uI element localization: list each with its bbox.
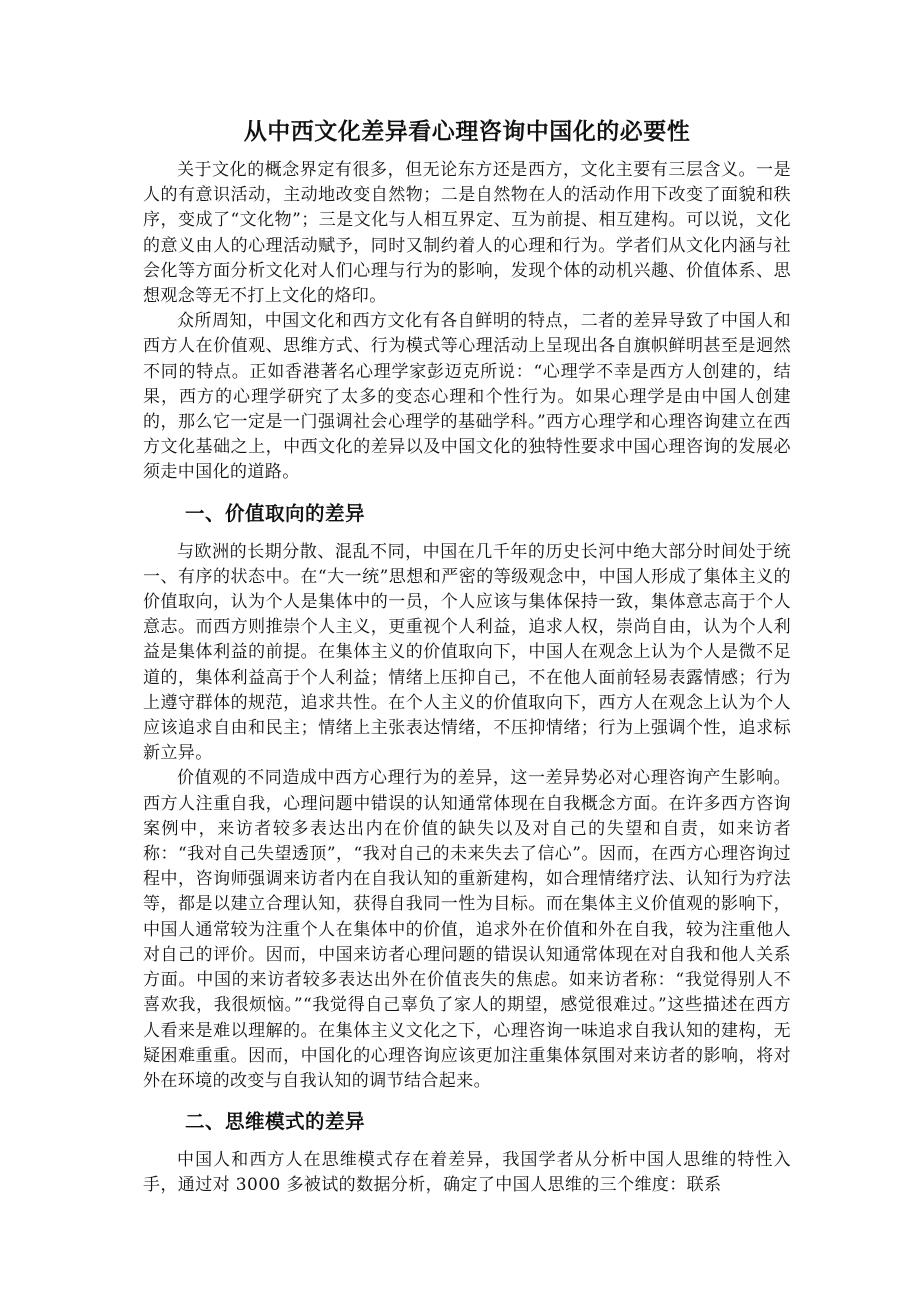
- document-title: 从中西文化差异看心理咨询中国化的必要性: [243, 119, 691, 145]
- section1-paragraph-2: 价值观的不同造成中西方心理行为的差异，这一差异势必对心理咨询产生影响。西方人注重自我，心理问题中错误的认知通常体现在自我概念方面。在许多西方咨询案例中，来访者较多表达出内在价值的缺失以及对自己的失望和自责，如来访者称：“我对自己失望透顶”，“我对自己的未来失去了信心”。因而，在西方心理咨询过程中，咨询师强调来访者内在自我认知的重新建构，如合理情绪疗法、认知行为疗法等，都是以建立合理认知，获得自我同一性为目标。而在集体主义价值观的影响下，中国人通常较为注重个人在集体中的价值，追求外在价值和外在自我，较为注重他人对自己的评价。因而，中国来访者心理问题的错误认知通常体现在对自我和他人关系方面。中国的来访者较多表达出外在价值丧失的焦虑。如来访者称：“我觉得别人不喜欢我，我很烦恼。”“我觉得自己辜负了家人的期望，感觉很难过。”这些描述在西方人看来是难以理解的。在集体主义文化之下，心理咨询一味追求自我认知的建构，无疑困难重重。因而，中国化的心理咨询应该更加注重集体氛围对来访者的影响，将对外在环境的改变与自我认知的调节结合起来。: [143, 768, 791, 1091]
- section2-paragraph-1: 中国人和西方人在思维模式存在着差异，我国学者从分析中国人思维的特性入手，通过对 3000 多被试的数据分析，确定了中国人思维的三个维度：联系: [143, 1150, 791, 1196]
- intro-paragraph-1: 关于文化的概念界定有很多，但无论东方还是西方，文化主要有三层含义。一是人的有意识活动，主动地改变自然物；二是自然物在人的活动作用下改变了面貌和秩序，变成了“文化物”；三是文化与人相互界定、互为前提、相互建构。可以说，文化的意义由人的心理活动赋予，同时又制约着人的心理和行为。学者们从文化内涵与社会化等方面分析文化对人们心理与行为的影响，发现个体的动机兴趣、价值体系、思想观念等无不打上文化的烙印。: [143, 160, 791, 307]
- section1-paragraph-1: 与欧洲的长期分散、混乱不同，中国在几千年的历史长河中绝大部分时间处于统一、有序的状态中。在“大一统”思想和严密的等级观念中，中国人形成了集体主义的价值取向，认为个人是集体中的一员，个人应该与集体保持一致，集体意志高于个人意志。而西方则推崇个人主义，更重视个人利益，追求人权，崇尚自由，认为个人利益是集体利益的前提。在集体主义的价值取向下，中国人在观念上认为个人是微不足道的，集体利益高于个人利益；情绪上压抑自己，不在他人面前轻易表露情感；行为上遵守群体的规范，追求共性。在个人主义的价值取向下，西方人在观念上认为个人应该追求自由和民主；情绪上主张表达情绪，不压抑情绪；行为上强调个性，追求标新立异。: [143, 541, 791, 764]
- section-heading-value-orientation: 一、价值取向的差异: [185, 501, 366, 525]
- section-heading-thinking-mode: 二、思维模式的差异: [185, 1110, 366, 1134]
- document-page: [143, 112, 791, 1199]
- intro-paragraph-2: 众所周知，中国文化和西方文化有各自鲜明的特点，二者的差异导致了中国人和西方人在价值观、思维方式、行为模式等心理活动上呈现出各自旗帜鲜明甚至是迥然不同的特点。正如香港著名心理学家彭迈克所说：“心理学不幸是西方人创建的，结果，西方的心理学研究了太多的变态心理和个性行为。如果心理学是由中国人创建的，那么它一定是一门强调社会心理学的基础学科。”西方心理学和心理咨询建立在西方文化基础之上，中西文化的差异以及中国文化的独特性要求中国心理咨询的发展必须走中国化的道路。: [143, 311, 791, 483]
